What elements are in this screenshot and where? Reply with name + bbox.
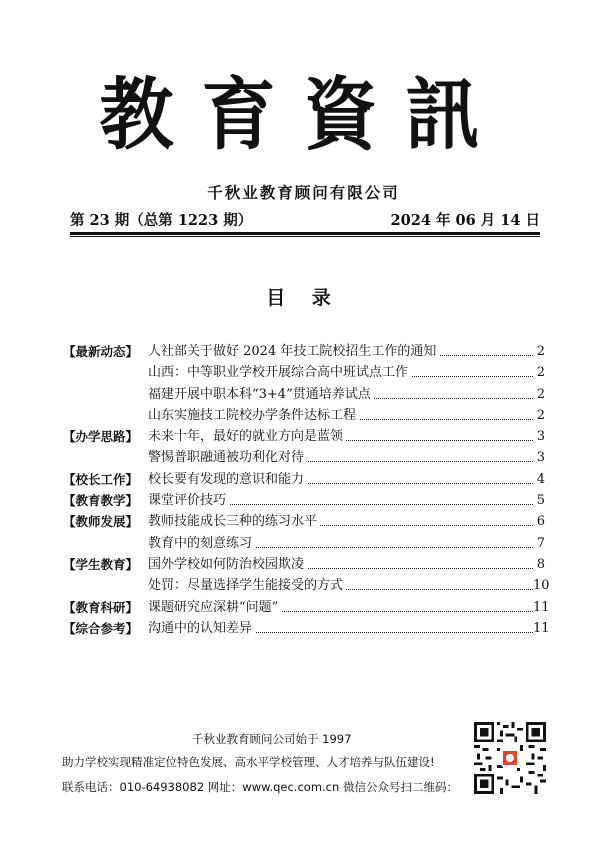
toc-item[interactable] <box>63 533 545 554</box>
toc-item[interactable] <box>63 618 550 639</box>
toc-item[interactable] <box>63 341 545 362</box>
toc-item-title: 福建开展中职本科“3+4”贯通培养试点 <box>148 387 374 402</box>
toc-page-number: 5 <box>536 493 545 509</box>
toc-page-number: 3 <box>536 450 545 466</box>
footer-founded: 千秋业教育顾问公司始于 1997 <box>192 732 352 746</box>
toc-page-number: 4 <box>536 471 545 487</box>
toc-item-title: 山西：中等职业学校开展综合高中班试点工作 <box>148 365 411 380</box>
toc-item[interactable] <box>63 447 545 468</box>
toc-page-number: 10 <box>533 578 550 594</box>
toc-item-title: 教师技能成长三种的练习水平 <box>148 514 320 529</box>
toc-category: 【校长工作】 <box>63 471 139 487</box>
toc-item[interactable] <box>63 597 550 618</box>
toc-item-title: 课堂评价技巧 <box>148 493 229 508</box>
toc-item[interactable] <box>63 362 545 383</box>
toc-item[interactable] <box>63 554 545 575</box>
toc-page-number: 7 <box>536 535 545 551</box>
toc-category: 【教师发展】 <box>63 514 139 530</box>
toc-page-number: 8 <box>536 556 545 572</box>
table-of-contents <box>63 341 550 639</box>
toc-item-title: 教育中的刻意练习 <box>148 536 255 551</box>
toc-category: 【办学思路】 <box>63 429 139 445</box>
toc-title: 目 录 <box>266 287 341 309</box>
toc-item-title: 人社部关于做好 2024 年技工院校招生工作的通知 <box>148 344 439 359</box>
toc-item-title: 处罚：尽量选择学生能接受的方式 <box>148 578 346 593</box>
toc-page-number: 3 <box>536 429 545 445</box>
toc-page-number: 6 <box>536 514 545 530</box>
toc-item-title: 警惕普职融通被功利化对待 <box>148 450 307 465</box>
toc-page-number: 11 <box>533 599 550 615</box>
toc-item[interactable] <box>63 575 550 596</box>
toc-category: 【学生教育】 <box>63 556 139 572</box>
toc-item-title: 山东实施技工院校办学条件达标工程 <box>148 408 359 423</box>
toc-category: 【综合参考】 <box>63 620 139 636</box>
toc-category: 【教育教学】 <box>63 493 139 509</box>
toc-item-title: 未来十年，最好的就业方向是蓝领 <box>148 429 346 444</box>
toc-item[interactable] <box>63 384 545 405</box>
issue-number: 第 23 期（总第 1223 期） <box>70 212 253 229</box>
toc-category: 【教育科研】 <box>63 599 139 615</box>
toc-item[interactable] <box>63 426 545 447</box>
company-name: 千秋业教育顾问有限公司 <box>207 183 400 202</box>
toc-item[interactable] <box>63 511 545 532</box>
footer-slogan: 助力学校实现精准定位特色发展、高水平学校管理、人才培养与队伍建设! <box>62 755 435 769</box>
issue-info <box>70 209 540 229</box>
qr-code-icon[interactable] <box>474 722 546 794</box>
toc-page-number: 11 <box>533 620 550 636</box>
toc-page-number: 2 <box>536 344 545 359</box>
issue-date: 2024 年 06 月 14 日 <box>390 212 540 229</box>
toc-item-title: 课题研究应深耕“问题” <box>148 600 281 615</box>
toc-item[interactable] <box>63 490 545 511</box>
header-rule-thin <box>70 236 540 237</box>
toc-page-number: 2 <box>536 386 545 402</box>
toc-item[interactable] <box>63 469 545 490</box>
header-rule <box>70 232 540 235</box>
toc-page-number: 2 <box>536 365 545 381</box>
footer-contact: 联系电话：010-64938082 网址：www.qec.com.cn 微信公众号扫二维码： <box>62 780 458 794</box>
masthead-title: 教育資訊 <box>99 69 508 161</box>
toc-page-number: 2 <box>536 407 545 423</box>
toc-item-title: 国外学校如何防治校园欺凌 <box>148 557 307 572</box>
toc-item[interactable] <box>63 405 545 426</box>
toc-category: 【最新动态】 <box>63 344 139 359</box>
toc-item-title: 校长要有发现的意识和能力 <box>148 472 307 487</box>
toc-item-title: 沟通中的认知差异 <box>148 621 255 636</box>
